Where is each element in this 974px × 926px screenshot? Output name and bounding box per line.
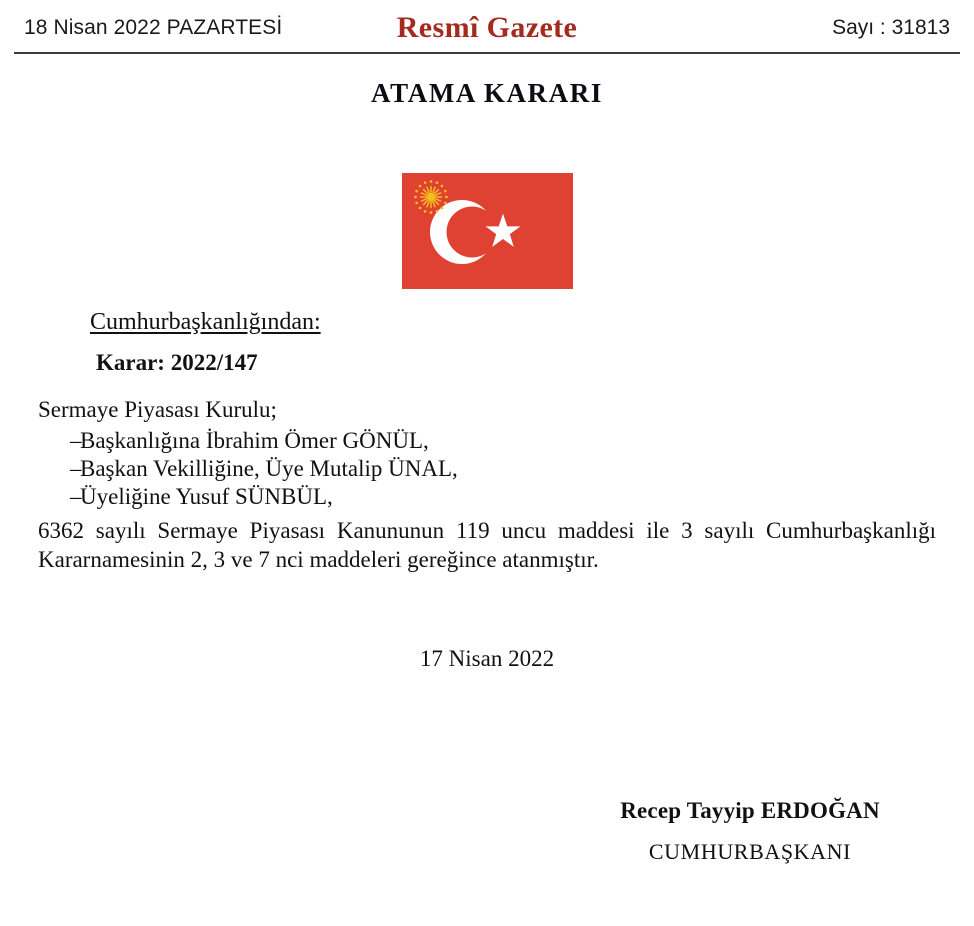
legal-basis-line-2: Kararnamesinin 2, 3 ve 7 nci maddeleri gereğince atanmıştır. xyxy=(38,547,599,572)
signature-block xyxy=(556,798,944,865)
issuing-authority: Cumhurbaşkanlığından: xyxy=(90,309,321,335)
masthead-divider xyxy=(14,52,960,54)
masthead-date: 18 Nisan 2022 PAZARTESİ xyxy=(24,16,283,39)
subject-institution: Sermaye Piyasası Kurulu; xyxy=(38,397,277,422)
list-item xyxy=(38,484,938,512)
decision-number: Karar: 2022/147 xyxy=(96,350,258,375)
list-item xyxy=(38,456,938,484)
list-item xyxy=(38,428,938,456)
masthead xyxy=(0,0,974,53)
list-item-label: Üyeliğine Yusuf SÜNBÜL, xyxy=(80,484,333,509)
legal-basis-line-1: 6362 sayılı Sermaye Piyasası Kanununun 119 uncu maddesi ile 3 sayılı Cumhurbaşkanlığı xyxy=(38,518,936,543)
signatory-name: Recep Tayyip ERDOĞAN xyxy=(620,798,880,823)
document-heading: ATAMA KARARI xyxy=(371,78,603,108)
list-marker: – xyxy=(70,484,82,509)
turkish-flag-emblem xyxy=(402,173,573,289)
legal-basis-paragraph xyxy=(38,516,936,574)
list-item-label: Başkan Vekilliğine, Üye Mutalip ÜNAL, xyxy=(80,456,458,481)
list-item-label: Başkanlığına İbrahim Ömer GÖNÜL, xyxy=(80,428,429,453)
signing-date: 17 Nisan 2022 xyxy=(419,646,555,671)
masthead-title: Resmî Gazete xyxy=(396,11,578,44)
signatory-title: CUMHURBAŞKANI xyxy=(648,839,852,864)
appointment-list xyxy=(38,428,938,512)
masthead-issue-number: Sayı : 31813 xyxy=(832,16,950,39)
list-marker: – xyxy=(70,428,82,453)
list-marker: – xyxy=(70,456,82,481)
